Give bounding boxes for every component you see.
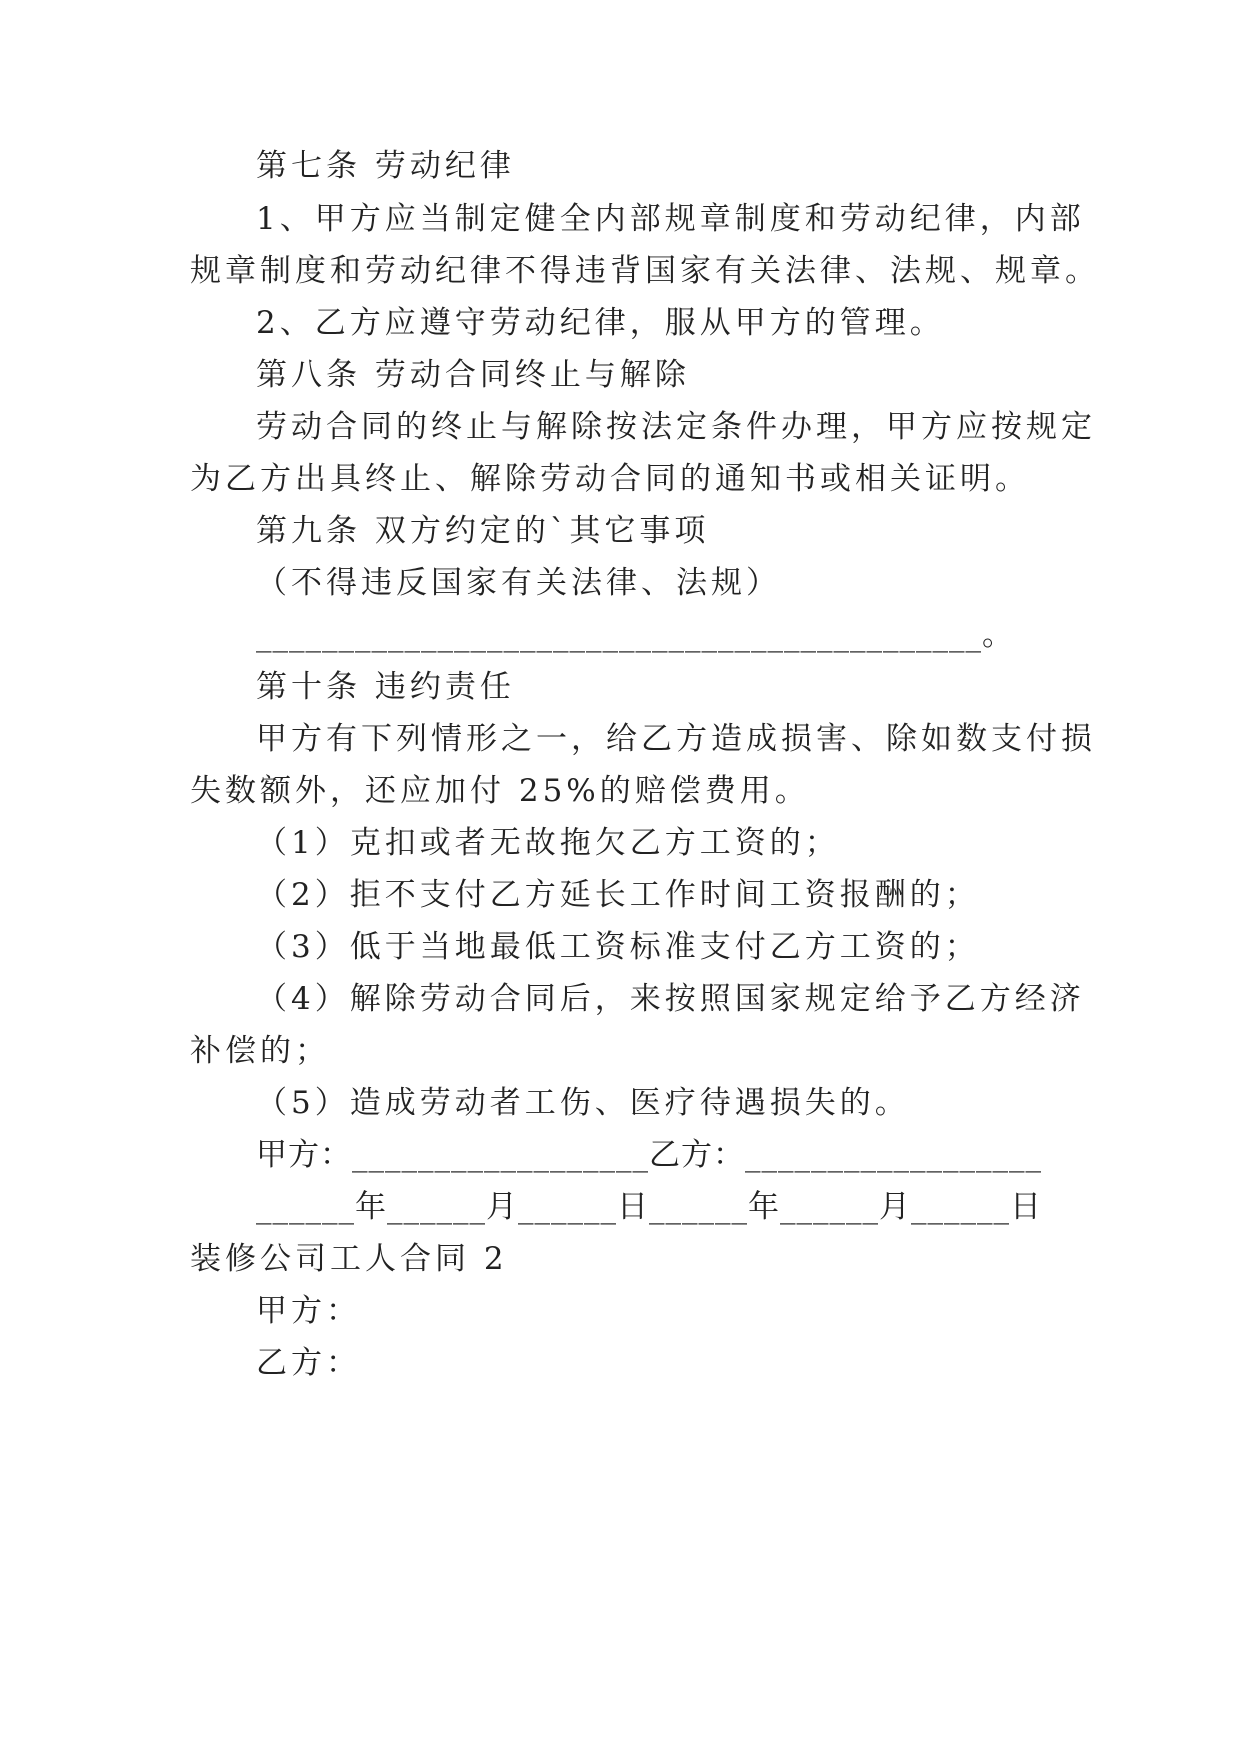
article-7-para-2: 2、乙方应遵守劳动纪律，服从甲方的管理。 <box>256 305 945 341</box>
article-7-para-1-line-2: 规章制度和劳动纪律不得违背国家有关法律、法规、规章。 <box>190 253 1100 289</box>
article-9-blank-line: ____________________________________________。 <box>256 617 1014 653</box>
list-item-4-line-2: 补偿的； <box>190 1033 330 1069</box>
article-7-title: 第七条 劳动纪律 <box>256 148 515 184</box>
list-item-2: （2）拒不支付乙方延长工作时间工资报酬的； <box>256 877 980 913</box>
list-item-5: （5）造成劳动者工伤、医疗待遇损失的。 <box>256 1085 910 1121</box>
article-8-para-line-1: 劳动合同的终止与解除按法定条件办理，甲方应按规定 <box>256 409 1096 445</box>
date-line: ______年______月______日______年______月______日 <box>256 1189 1042 1225</box>
contract-2-title: 装修公司工人合同 2 <box>190 1241 508 1277</box>
list-item-1: （1）克扣或者无故拖欠乙方工资的； <box>256 825 840 861</box>
article-10-title: 第十条 违约责任 <box>256 669 515 705</box>
article-10-para-line-2: 失数额外，还应加付 25%的赔偿费用。 <box>190 773 810 809</box>
article-10-para-line-1: 甲方有下列情形之一，给乙方造成损害、除如数支付损 <box>256 721 1096 757</box>
article-9-title: 第九条 双方约定的`其它事项 <box>256 513 710 549</box>
party-b-label: 乙方： <box>256 1345 361 1381</box>
party-a-label: 甲方： <box>256 1293 361 1329</box>
article-9-note: （不得违反国家有关法律、法规） <box>256 565 781 601</box>
article-7-para-1-line-1: 1、甲方应当制定健全内部规章制度和劳动纪律，内部 <box>256 201 1085 237</box>
list-item-4-line-1: （4）解除劳动合同后，来按照国家规定给予乙方经济 <box>256 981 1085 1017</box>
list-item-3: （3）低于当地最低工资标准支付乙方工资的； <box>256 929 980 965</box>
article-8-para-line-2: 为乙方出具终止、解除劳动合同的通知书或相关证明。 <box>190 461 1030 497</box>
article-8-title: 第八条 劳动合同终止与解除 <box>256 357 690 393</box>
signature-line: 甲方：__________________乙方：__________________ <box>256 1137 1042 1173</box>
